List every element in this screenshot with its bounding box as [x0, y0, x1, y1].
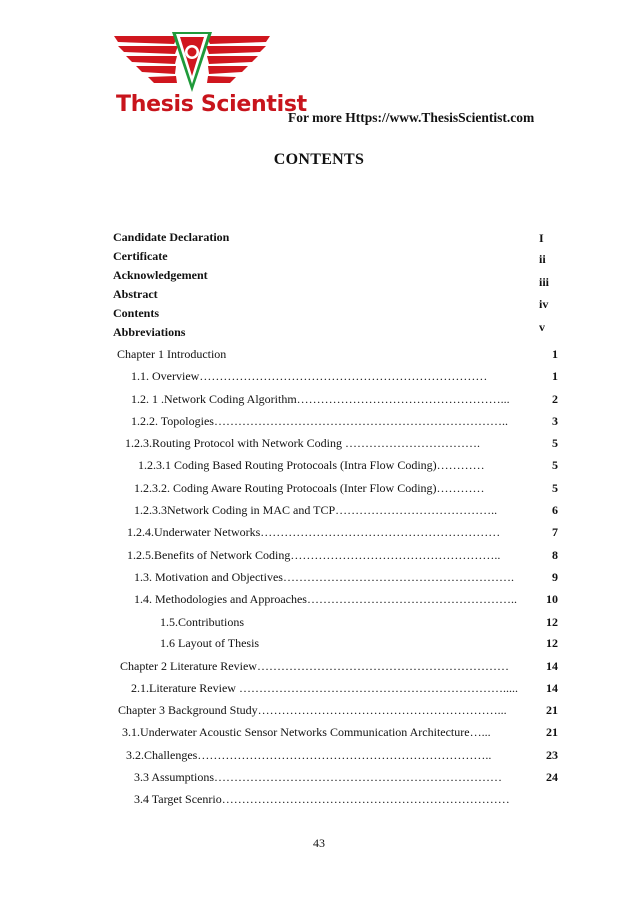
toc-page: 6 [552, 503, 558, 517]
toc-entry: 1.5.Contributions [160, 615, 245, 629]
toc-entry: 1.3. Motivation and Objectives…………………………………………………. [134, 570, 514, 584]
page-title: CONTENTS [273, 151, 365, 168]
brand-name: Thesis Scientist [116, 92, 307, 117]
toc-page: 12 [546, 636, 558, 650]
toc-page: 5 [552, 458, 558, 472]
toc-entry: 1.2.3.3Network Coding in MAC and TCP………………………………….. [134, 503, 498, 517]
toc-entry: 1.2.5.Benefits of Network Coding…………………………………………….. [127, 548, 501, 562]
front-matter-page: iii [539, 275, 550, 289]
toc-entry: Chapter 3 Background Study……………………………………………………... [118, 703, 507, 717]
toc-entry: 3.1.Underwater Acoustic Sensor Networks Communication Architecture…... [122, 725, 491, 739]
toc-entry: 2.1.Literature Review …………………………………………………………..... [131, 681, 518, 695]
front-matter-page: iv [539, 297, 549, 311]
toc-entry: 3.4 Target Scenrio……………………………………………………………… [134, 792, 510, 806]
front-matter-certificate: Certificate [113, 249, 168, 263]
front-matter-abstract: Abstract [113, 287, 158, 301]
toc-page: 7 [552, 525, 558, 539]
front-matter-acknowledgement: Acknowledgement [113, 268, 208, 282]
toc-entry: 1.6 Layout of Thesis [160, 636, 260, 650]
toc-page: 2 [552, 392, 558, 406]
toc-page: 24 [546, 770, 558, 784]
site-tagline: For more Https://www.ThesisScientist.com [288, 110, 535, 125]
front-matter-page: I [539, 231, 544, 245]
front-matter-page: ii [539, 252, 546, 266]
toc-entry: 1.2.3.1 Coding Based Routing Protocoals (Intra Flow Coding)………… [138, 458, 485, 472]
front-matter-page: v [539, 320, 545, 334]
toc-page: 5 [552, 481, 558, 495]
toc-page: 14 [546, 681, 558, 695]
toc-entry: 1.2.4.Underwater Networks…………………………………………………… [127, 525, 501, 539]
toc-page: 5 [552, 436, 558, 450]
toc-entry: 1.1. Overview……………………………………………………………… [131, 369, 488, 383]
toc-page: 1 [552, 369, 558, 383]
toc-page: 21 [546, 703, 558, 717]
toc-entry: 3.2.Challenges……………………………………………………………….. [126, 748, 492, 762]
toc-entry: 1.2.3.2. Coding Aware Routing Protocoals (Inter Flow Coding)………… [134, 481, 485, 495]
toc-page: 14 [546, 659, 558, 673]
toc-page: 3 [552, 414, 558, 428]
toc-entry: 1.2.2. Topologies……………………………………………………………….. [131, 414, 508, 428]
toc-entry: 1.2.3.Routing Protocol with Network Coding ……………………………. [125, 436, 480, 450]
toc-page: 10 [546, 592, 558, 606]
toc-page: 12 [546, 615, 558, 629]
toc-entry: Chapter 1 Introduction [117, 347, 227, 361]
page-number: 43 [313, 836, 325, 850]
toc-page: 1 [552, 347, 558, 361]
front-matter-contents: Contents [113, 306, 160, 320]
toc-entry: Chapter 2 Literature Review……………………………………………………… [120, 659, 509, 673]
toc-page: 9 [552, 570, 558, 584]
toc-page: 8 [552, 548, 558, 562]
front-matter-abbreviations: Abbreviations [113, 325, 186, 339]
toc-page: 23 [546, 748, 558, 762]
front-matter-candidate-declaration: Candidate Declaration [113, 230, 230, 244]
toc-page: 21 [546, 725, 558, 739]
toc-entry: 1.4. Methodologies and Approaches…………………………………………….. [134, 592, 517, 606]
toc-entry: 3.3 Assumptions……………………………………………………………… [134, 770, 503, 784]
toc-entry: 1.2. 1 .Network Coding Algorithm……………………………………………... [131, 392, 510, 406]
